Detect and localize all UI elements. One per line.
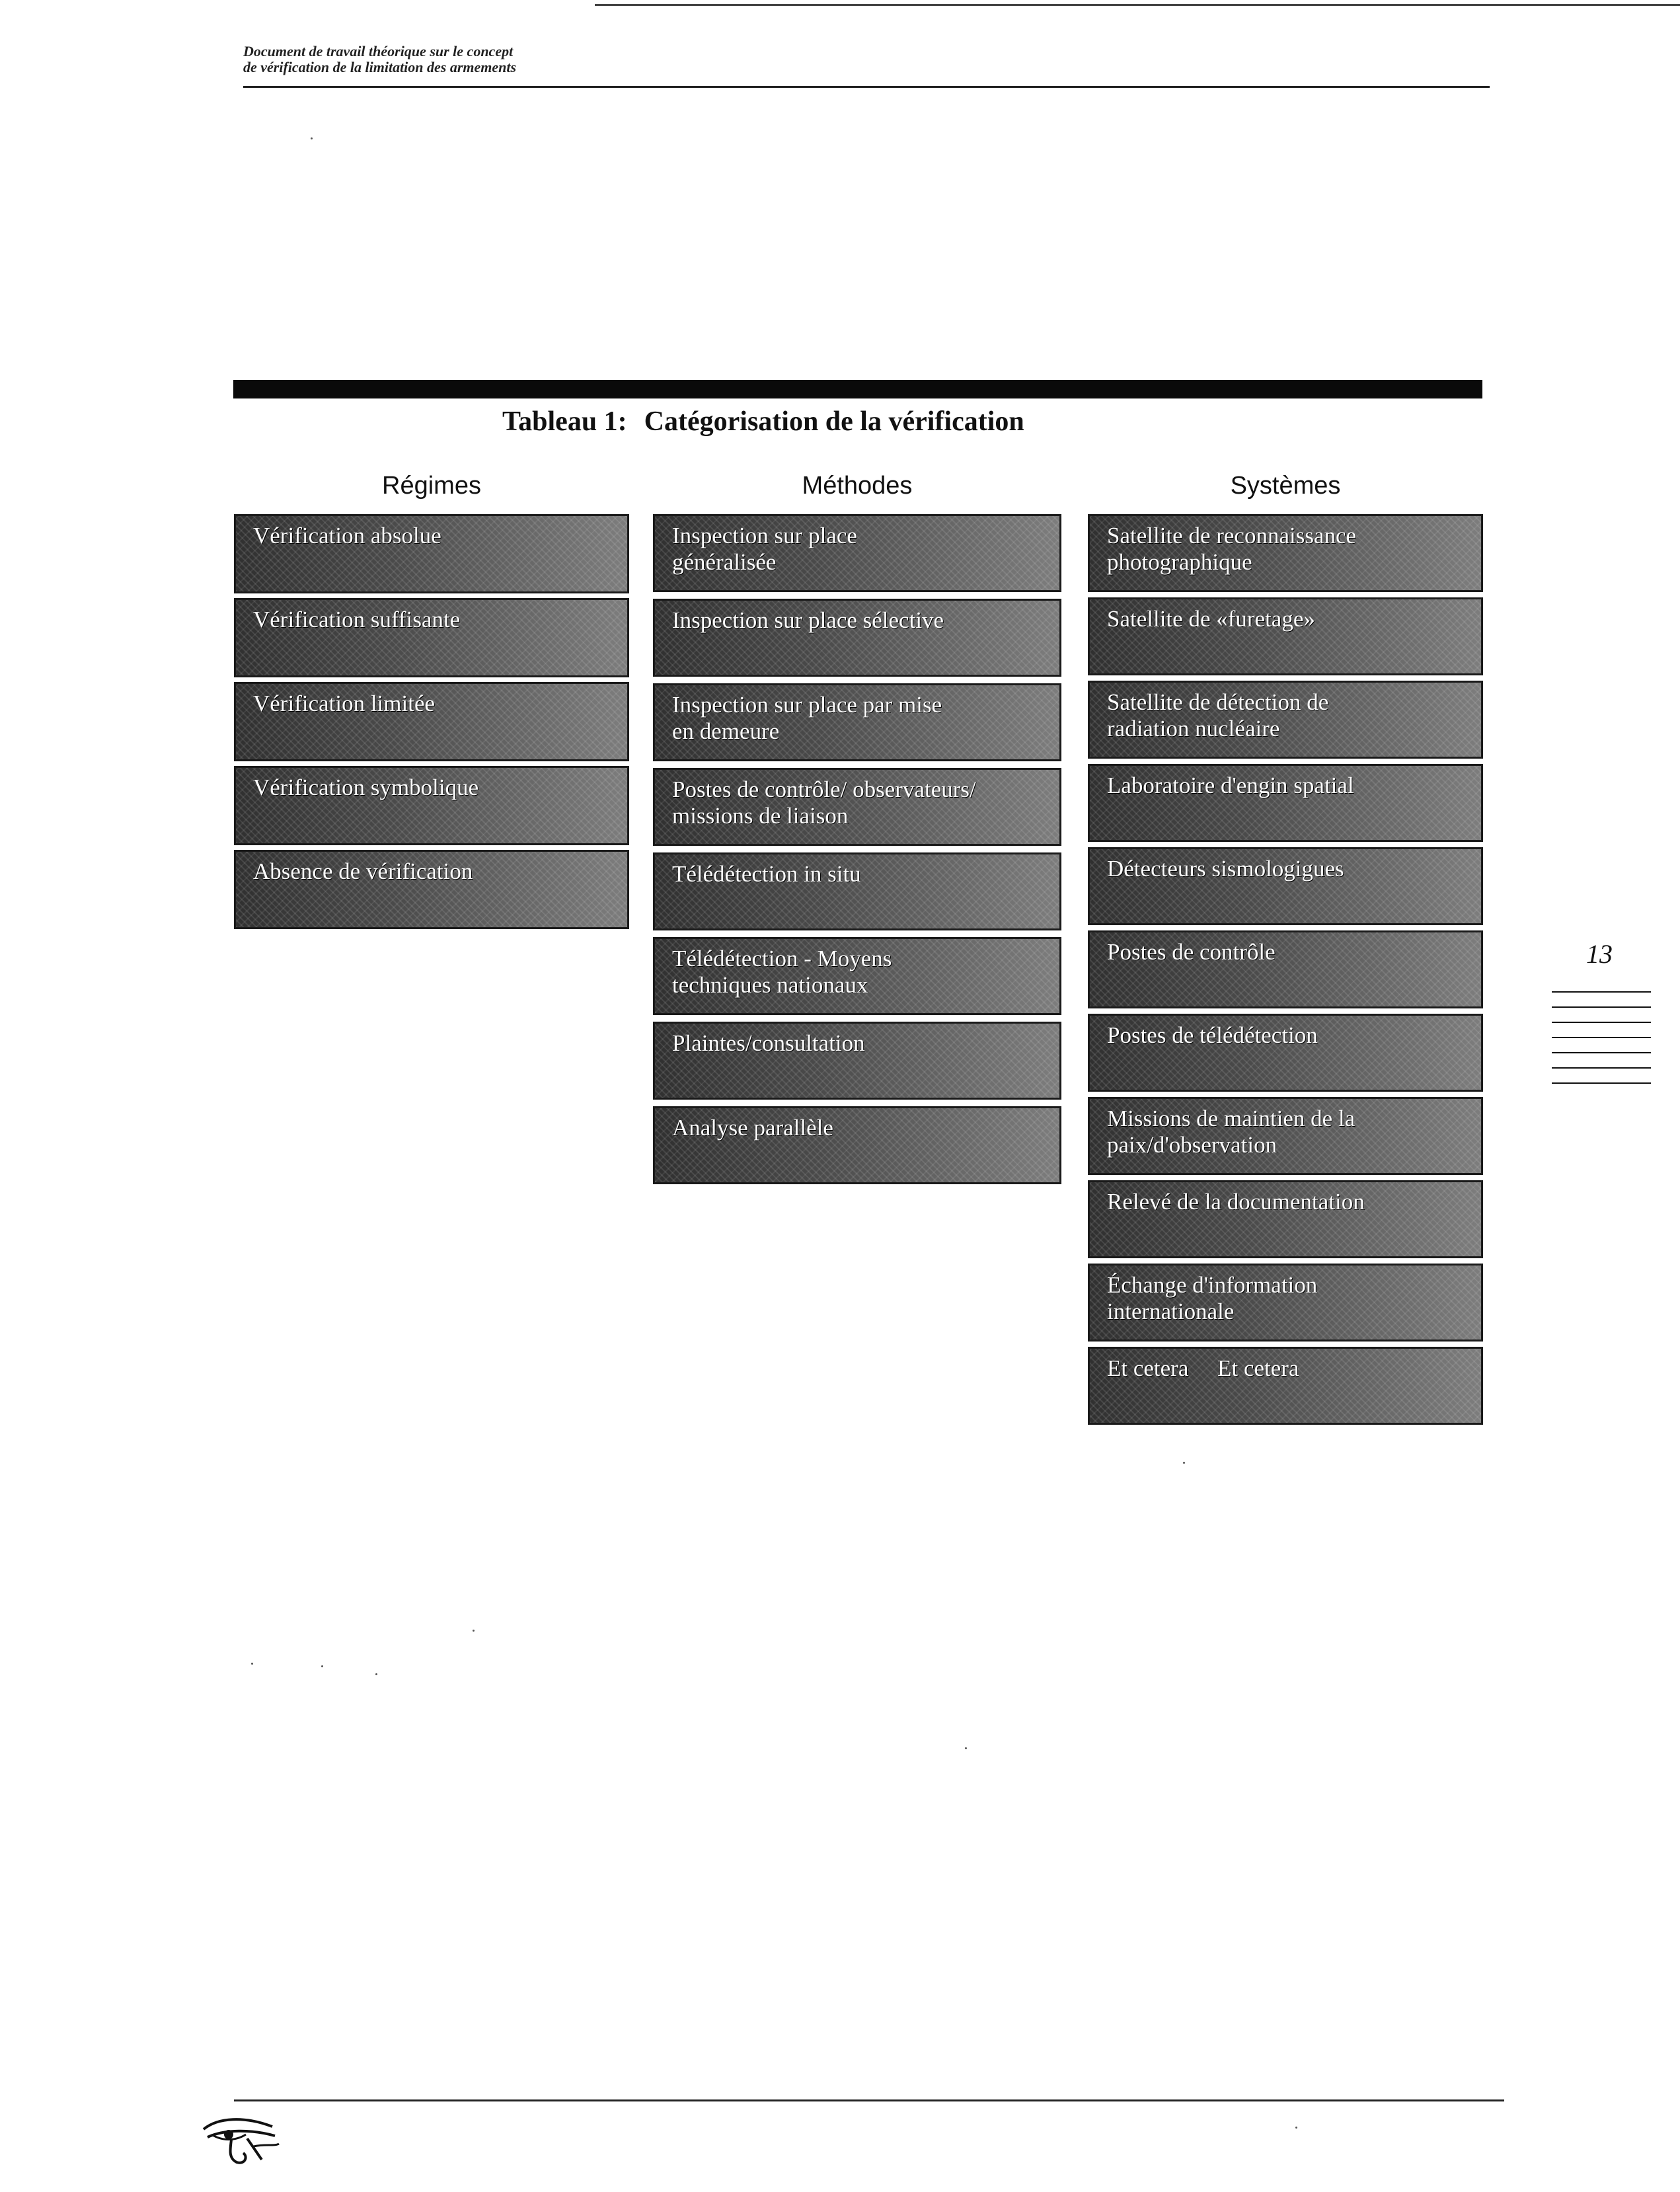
cell-text-line-2: missions de liaison	[672, 803, 849, 829]
systeme-cell	[1088, 681, 1483, 759]
margin-rule	[1552, 1022, 1651, 1023]
methode-cell	[653, 514, 1061, 592]
cell-text-line-1: Satellite de détection de	[1107, 689, 1329, 715]
cell-text: Vérification absolue	[253, 523, 441, 548]
cell-text: Absence de vérification	[253, 858, 473, 884]
scan-speck	[473, 1630, 475, 1632]
margin-rule	[1552, 1052, 1651, 1053]
eye-of-horus-logo-icon	[198, 2109, 284, 2169]
systeme-cell	[1088, 930, 1483, 1008]
cell-text-line-2: en demeure	[672, 718, 780, 744]
cell-text-line-2: techniques nationaux	[672, 972, 868, 998]
running-head	[243, 44, 516, 75]
methode-cell	[653, 683, 1061, 761]
regime-cell	[234, 514, 629, 593]
cell-text-line-1: Missions de maintien de la	[1107, 1106, 1355, 1131]
cell-text-line-1: Échange d'information	[1107, 1272, 1318, 1298]
scan-edge-line	[595, 4, 1680, 6]
cell-text: Vérification symbolique	[253, 775, 479, 800]
scan-speck	[375, 1673, 377, 1675]
table-top-bar	[233, 380, 1482, 398]
table-number: Tableau 1:	[502, 406, 627, 437]
cell-text: Vérification suffisante	[253, 607, 461, 632]
column-header-methodes: Méthodes	[802, 472, 913, 500]
cell-text: Détecteurs sismologigues	[1107, 856, 1344, 882]
margin-rule	[1552, 1067, 1651, 1069]
table-title	[502, 406, 1024, 437]
systeme-cell	[1088, 1014, 1483, 1092]
margin-rule	[1552, 1082, 1651, 1084]
cell-text-line-2: photographique	[1107, 549, 1252, 575]
cell-text: Vérification limitée	[253, 691, 436, 716]
cell-text: Postes de contrôle	[1107, 939, 1276, 965]
regime-cell	[234, 598, 629, 677]
running-head-line-1: Document de travail théorique sur le concept	[243, 43, 514, 59]
table-caption: Catégorisation de la vérification	[644, 406, 1024, 437]
methode-cell	[653, 1106, 1061, 1184]
methode-cell	[653, 1022, 1061, 1100]
cell-text: Analyse parallèle	[672, 1115, 833, 1141]
methode-cell	[653, 852, 1061, 930]
margin-rule	[1552, 991, 1651, 993]
cell-text-line-2: généralisée	[672, 549, 777, 575]
scan-speck	[1183, 1462, 1185, 1464]
methode-cell	[653, 768, 1061, 846]
cell-text-line-2: internationale	[1107, 1299, 1235, 1324]
systeme-cell	[1088, 1180, 1483, 1258]
cell-text: Télédétection in situ	[672, 861, 861, 887]
page-number: 13	[1586, 939, 1613, 969]
cell-text: Postes de télédétection	[1107, 1022, 1318, 1048]
methode-cell	[653, 937, 1061, 1015]
systeme-cell	[1088, 1347, 1483, 1425]
regime-cell	[234, 766, 629, 845]
column-regimes	[234, 514, 629, 934]
systeme-cell	[1088, 1097, 1483, 1175]
margin-rule	[1552, 1037, 1651, 1038]
margin-rule	[1552, 1006, 1651, 1008]
systeme-cell	[1088, 597, 1483, 675]
regime-cell	[234, 850, 629, 929]
running-head-line-2: de vérification de la limitation des armements	[243, 59, 517, 75]
regime-cell	[234, 682, 629, 761]
cell-text-line-1: Inspection sur place par mise	[672, 692, 942, 718]
scan-speck	[321, 1665, 323, 1667]
scan-speck	[251, 1663, 253, 1665]
cell-text: Laboratoire d'engin spatial	[1107, 773, 1354, 798]
systeme-cell	[1088, 847, 1483, 925]
cell-text-line-1: Satellite de reconnaissance	[1107, 523, 1357, 548]
scan-speck	[311, 137, 313, 139]
cell-text-line-1: Télédétection - Moyens	[672, 946, 892, 971]
column-header-systemes: Systèmes	[1230, 472, 1341, 500]
column-systemes	[1088, 514, 1483, 1430]
cell-text-line-2: radiation nucléaire	[1107, 716, 1280, 741]
scan-speck	[1295, 2127, 1297, 2129]
column-methodes	[653, 514, 1061, 1191]
footer-rule	[234, 2099, 1504, 2101]
methode-cell	[653, 599, 1061, 677]
systeme-cell	[1088, 1264, 1483, 1342]
margin-rules	[1552, 991, 1651, 1098]
cell-text-line-1: Postes de contrôle/ observateurs/	[672, 776, 976, 802]
cell-text-line-2: paix/d'observation	[1107, 1132, 1278, 1158]
cell-text-line-1: Inspection sur place	[672, 523, 857, 548]
column-header-regimes: Régimes	[382, 472, 481, 500]
systeme-cell	[1088, 514, 1483, 592]
header-rule	[243, 86, 1490, 88]
systeme-cell	[1088, 764, 1483, 842]
cell-text: Relevé de la documentation	[1107, 1189, 1365, 1215]
scan-speck	[965, 1747, 967, 1749]
cell-text: Inspection sur place sélective	[672, 607, 944, 633]
cell-text: Et cetera Et cetera	[1107, 1355, 1299, 1381]
cell-text: Plaintes/consultation	[672, 1030, 865, 1056]
cell-text: Satellite de «furetage»	[1107, 606, 1315, 632]
